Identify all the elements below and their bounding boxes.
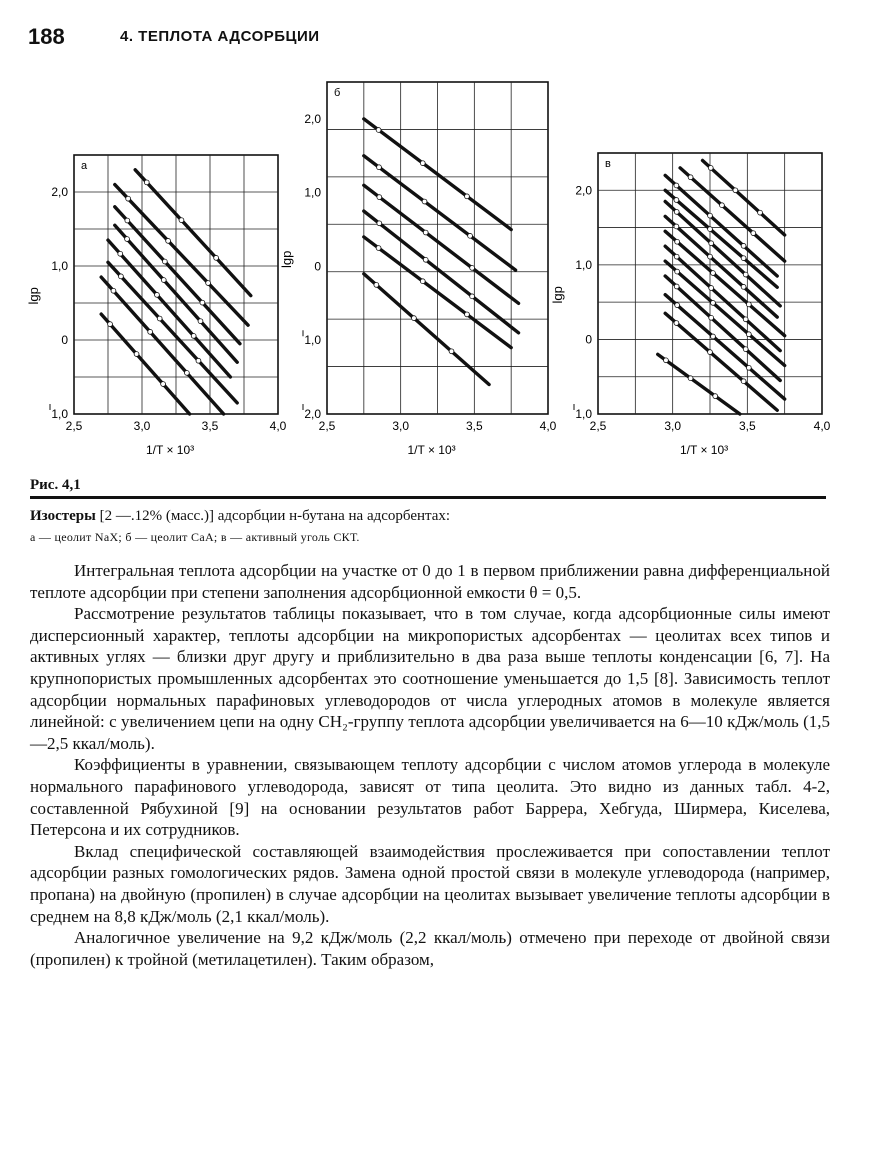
data-point (376, 128, 381, 133)
chart-panel-в (550, 153, 831, 457)
paragraph: Вклад специфической составляющей взаимодействия прослеживается при сопоставлении теплот адсорбции разных гомологических рядов. Замена одной простой связи в молекуле углеводорода (например, пропана) на двойную (пропилен) в случае адсорбции на цеолитах вызывает увеличение теплоты адсорбции в среднем на 8,8 кДж/моль (2,1 ккал/моль). (30, 841, 830, 926)
data-point (708, 350, 713, 355)
data-point (743, 347, 748, 352)
data-point (200, 300, 205, 305)
data-point (709, 315, 714, 320)
figure-label: Рис. 4,1 (30, 477, 81, 493)
page-number: 188 (28, 24, 65, 49)
data-point (675, 269, 680, 274)
data-point (423, 257, 428, 262)
data-point (468, 233, 473, 238)
x-tick-label: 4,0 (539, 419, 557, 433)
data-point (709, 241, 714, 246)
y-tick-label: 2,0 (51, 185, 68, 199)
paragraph: Аналогичное увеличение на 9,2 кДж/моль (2,2 ккал/моль) отмечено при переходе от двойной связи (пропилен) к тройной (метилацетилен). Таким образом, (30, 928, 830, 969)
data-point (412, 316, 417, 321)
data-point (711, 300, 716, 305)
x-tick-label: 2,5 (589, 419, 607, 433)
isostere-line (658, 354, 740, 414)
data-point (674, 210, 679, 215)
x-tick-label: 4,0 (269, 419, 287, 433)
data-point (708, 213, 713, 218)
caption-lead: Изостеры (30, 508, 96, 524)
data-point (746, 332, 751, 337)
data-point (125, 237, 130, 242)
data-point (162, 259, 167, 264)
y-tick-label: 1,0 (575, 257, 592, 272)
data-point (743, 317, 748, 322)
data-point (144, 180, 149, 185)
x-tick-label: 3,0 (392, 419, 410, 433)
data-point (465, 312, 470, 317)
y-tick-label: 1,0 (51, 259, 68, 273)
data-point (214, 255, 219, 260)
data-point (743, 272, 748, 277)
data-point (733, 188, 738, 193)
paragraph: Коэффициенты в уравнении, связывающем теплоту адсорбции с числом атомов углерода в молекуле нормального парафинового углеводорода, зависят от типа цеолита. Это видно из данных табл. 4-2, составленной Рябухиной [9] на основании результатов работ Баррера, Хебгуда, Ширмера, Киселева, Петерсона и их сотрудников. (30, 755, 830, 840)
figure-caption (30, 508, 826, 525)
figure-caption-legend: а — цеолит NaX; б — цеолит CaA; в — активный уголь СКТ. (30, 530, 360, 544)
data-point (465, 194, 470, 199)
data-point (420, 279, 425, 284)
data-point (674, 224, 679, 229)
panel-label: а (81, 160, 88, 172)
data-point (741, 284, 746, 289)
isostere-line (108, 262, 237, 403)
data-point (708, 166, 713, 171)
isostere-line (665, 295, 784, 399)
data-point (420, 161, 425, 166)
running-title: 4. ТЕПЛОТА АДСОРБЦИИ (120, 28, 320, 45)
x-tick-label: 3,0 (133, 419, 151, 433)
caption-rest: [2 —.12% (масс.)] адсорбции н-бутана на адсорбентах: (99, 508, 451, 524)
y-tick-label: 1,0 (51, 407, 68, 421)
data-point (126, 196, 131, 201)
isostere-line (115, 207, 240, 344)
x-tick-label: 4,0 (813, 419, 831, 433)
data-point (377, 221, 382, 226)
data-point (198, 319, 203, 324)
data-point (196, 358, 201, 363)
y-tick-label: 1,0 (575, 407, 592, 421)
data-point (674, 284, 679, 289)
x-axis-label: 1/T × 10³ (407, 443, 456, 457)
x-tick-label: 2,5 (65, 419, 83, 433)
isostere-line (108, 240, 230, 377)
panel-label: б (334, 87, 341, 99)
y-tick-label: 0 (61, 333, 68, 347)
data-point (377, 195, 382, 200)
data-point (708, 227, 713, 232)
panel-label: в (605, 158, 611, 170)
y-tick-label: 0 (585, 332, 592, 347)
data-point (675, 239, 680, 244)
data-point (713, 394, 718, 399)
data-point (758, 210, 763, 215)
data-point (376, 246, 381, 251)
data-point (675, 303, 680, 308)
data-point (674, 198, 679, 203)
y-axis-label: lgp (26, 287, 41, 305)
data-point (148, 329, 153, 334)
data-point (422, 199, 427, 204)
data-point (125, 218, 130, 223)
y-tick-label: 1,0 (304, 185, 321, 200)
y-tick-label: 0 (314, 259, 321, 274)
data-point (377, 165, 382, 170)
x-tick-label: 3,5 (465, 419, 483, 433)
y-tick-label: 2,0 (304, 407, 321, 421)
chart-panel-б (279, 82, 557, 457)
data-point (674, 321, 679, 326)
isostere-line (364, 274, 489, 385)
data-point (720, 203, 725, 208)
data-point (161, 382, 166, 387)
data-point (470, 266, 475, 271)
data-point (711, 271, 716, 276)
isostere-figure (0, 70, 895, 475)
y-tick-label: 2,0 (575, 183, 592, 198)
body-text (30, 560, 830, 970)
data-point (741, 379, 746, 384)
chart-panel-а (26, 155, 287, 457)
y-axis-label: lgp (279, 250, 294, 268)
data-point (423, 230, 428, 235)
data-point (179, 218, 184, 223)
paragraph: Интегральная теплота адсорбции на участке от 0 до 1 в первом приближении равна дифференциальной теплоте адсорбции при степени заполнения адсорбционной емкости θ = 0,5. (30, 561, 830, 602)
y-tick-label: 2,0 (304, 111, 321, 126)
data-point (708, 254, 713, 259)
data-point (709, 286, 714, 291)
data-point (184, 371, 189, 376)
data-point (166, 238, 171, 243)
data-point (111, 288, 116, 293)
data-point (751, 231, 756, 236)
data-point (155, 292, 160, 297)
x-tick-label: 3,0 (664, 419, 682, 433)
data-point (674, 254, 679, 259)
data-point (741, 256, 746, 261)
data-point (746, 302, 751, 307)
data-point (688, 175, 693, 180)
x-tick-label: 3,5 (201, 419, 219, 433)
x-axis-label: 1/T × 10³ (680, 443, 729, 457)
data-point (157, 316, 162, 321)
data-point (161, 278, 166, 283)
x-tick-label: 2,5 (318, 419, 336, 433)
y-axis-label: lgp (550, 286, 565, 304)
data-point (206, 281, 211, 286)
data-point (688, 376, 693, 381)
data-point (746, 365, 751, 370)
x-axis-label: 1/T × 10³ (146, 443, 195, 457)
isostere-line (364, 185, 519, 303)
data-point (374, 282, 379, 287)
data-point (119, 274, 124, 279)
data-point (134, 352, 139, 357)
isostere-line (101, 277, 223, 414)
data-point (470, 294, 475, 299)
data-point (664, 358, 669, 363)
data-point (674, 183, 679, 188)
data-point (191, 334, 196, 339)
data-point (711, 334, 716, 339)
data-point (108, 322, 113, 327)
x-tick-label: 3,5 (738, 419, 756, 433)
page-header (28, 24, 840, 54)
data-point (741, 243, 746, 248)
caption-rule (30, 496, 826, 499)
y-tick-label: 1,0 (304, 333, 321, 348)
data-point (118, 251, 123, 256)
data-point (449, 349, 454, 354)
isostere-line (135, 170, 251, 296)
isostere-line (115, 185, 248, 326)
paragraph: Рассмотрение результатов таблицы показывает, что в том случае, когда адсорбционные силы имеют дисперсионный характер, теплоты адсорбции на микропористых адсорбентах — цеолитах всех типов и активных углях — близки друг другу и приблизительно в два раза выше теплоты конденсации [6, 7]. На крупнопористых промышленных адсорбентах это соотношение уменьшается до 1,5 [8]. Зависимость теплот адсорбции нормальных парафиновых углеводородов от числа углеродных атомов в молекуле является линейной: с увеличением цепи на одну CH₂-группу теплота адсорбции увеличивается на 6—10 кДж/моль (1,5—2,5 ккал/моль). (30, 604, 830, 753)
